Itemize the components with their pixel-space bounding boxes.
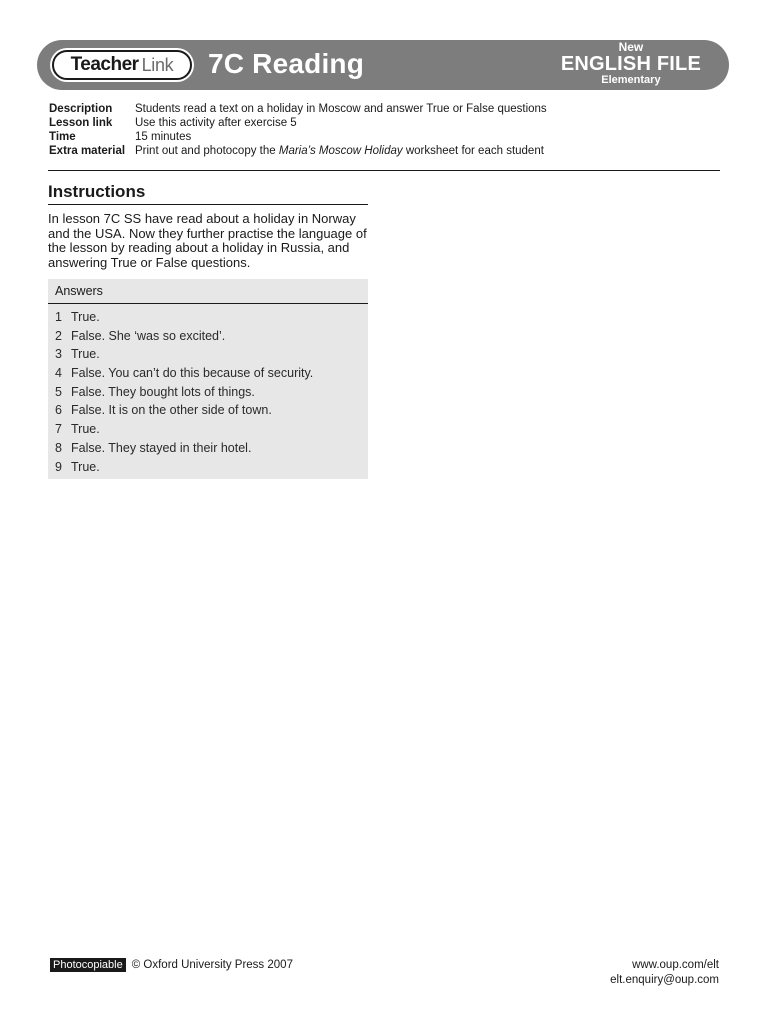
meta-value [135, 144, 544, 158]
answer-item [48, 308, 368, 327]
brand-main-text: ENGLISH FILE [560, 53, 701, 75]
answer-text: False. It is on the other side of town. [71, 403, 272, 418]
meta-label: Time [49, 131, 76, 143]
meta-label: Description [49, 103, 113, 115]
meta-row-lesson-link [49, 116, 729, 130]
meta-row-time [49, 130, 729, 144]
instructions-text: In lesson 7C SS have read about a holiday in Norway and the USA. Now they further practise the language of the lesson by reading about a holiday in Russia, and answering True or False questions. [48, 211, 367, 271]
answer-number: 4 [55, 366, 62, 381]
answers-heading: Answers [48, 279, 368, 304]
meta-row-extra-material [49, 144, 729, 158]
meta-value: Students read a text on a holiday in Moscow and answer True or False questions [135, 103, 547, 115]
answer-text: True. [71, 459, 100, 474]
answer-number: 9 [55, 459, 62, 474]
answer-text: True. [71, 347, 100, 362]
meta-label: Extra material [49, 145, 126, 157]
answer-item [48, 439, 368, 458]
answer-number: 2 [55, 328, 62, 343]
answer-text: False. You can’t do this because of security. [71, 366, 314, 381]
answers-list [48, 304, 368, 476]
copyright-text: © Oxford University Press 2007 [131, 959, 293, 971]
divider [48, 170, 720, 171]
photocopiable-badge: Photocopiable [50, 958, 126, 972]
page-title: 7C Reading [208, 48, 365, 79]
answer-item [48, 383, 368, 402]
answer-item [48, 420, 368, 439]
answer-item [48, 401, 368, 420]
answer-number: 3 [55, 347, 62, 362]
answers-box [48, 279, 368, 479]
footer-left [50, 958, 293, 972]
answer-text: True. [71, 422, 100, 437]
website-link[interactable]: www.oup.com/elt [632, 959, 719, 971]
answer-number: 8 [55, 440, 62, 455]
answer-number: 1 [55, 310, 62, 324]
answer-number: 7 [55, 422, 62, 437]
instructions-title: Instructions [48, 182, 146, 201]
worksheet-title: Maria’s Moscow Holiday [278, 145, 403, 157]
extra-suffix: worksheet for each student [402, 145, 544, 157]
answer-text: False. They bought lots of things. [71, 384, 255, 399]
logo-teacher-text: Teacher [70, 54, 139, 75]
divider [48, 204, 368, 205]
answer-text: False. They stayed in their hotel. [71, 440, 252, 455]
answer-item [48, 327, 368, 346]
meta-value: 15 minutes [135, 131, 192, 143]
answer-number: 5 [55, 384, 62, 399]
email-link[interactable]: elt.enquiry@oup.com [610, 974, 719, 986]
answer-item [48, 364, 368, 383]
answer-text: False. She ‘was so excited’. [71, 328, 226, 343]
brand-new-text: New [618, 40, 644, 54]
meta-label: Lesson link [49, 117, 113, 129]
footer-right [610, 958, 719, 988]
extra-prefix: Print out and photocopy the [135, 145, 279, 157]
english-file-logo [561, 41, 701, 86]
answer-item [48, 458, 368, 477]
meta-value: Use this activity after exercise 5 [135, 117, 297, 129]
header-banner [37, 40, 729, 90]
answer-number: 6 [55, 403, 62, 418]
activity-meta [49, 102, 729, 158]
answer-text: True. [71, 310, 100, 324]
teacher-link-logo [52, 50, 192, 80]
logo-link-text: Link [141, 54, 174, 75]
meta-row-description [49, 102, 729, 116]
answer-item [48, 345, 368, 364]
brand-level-text: Elementary [601, 74, 661, 86]
